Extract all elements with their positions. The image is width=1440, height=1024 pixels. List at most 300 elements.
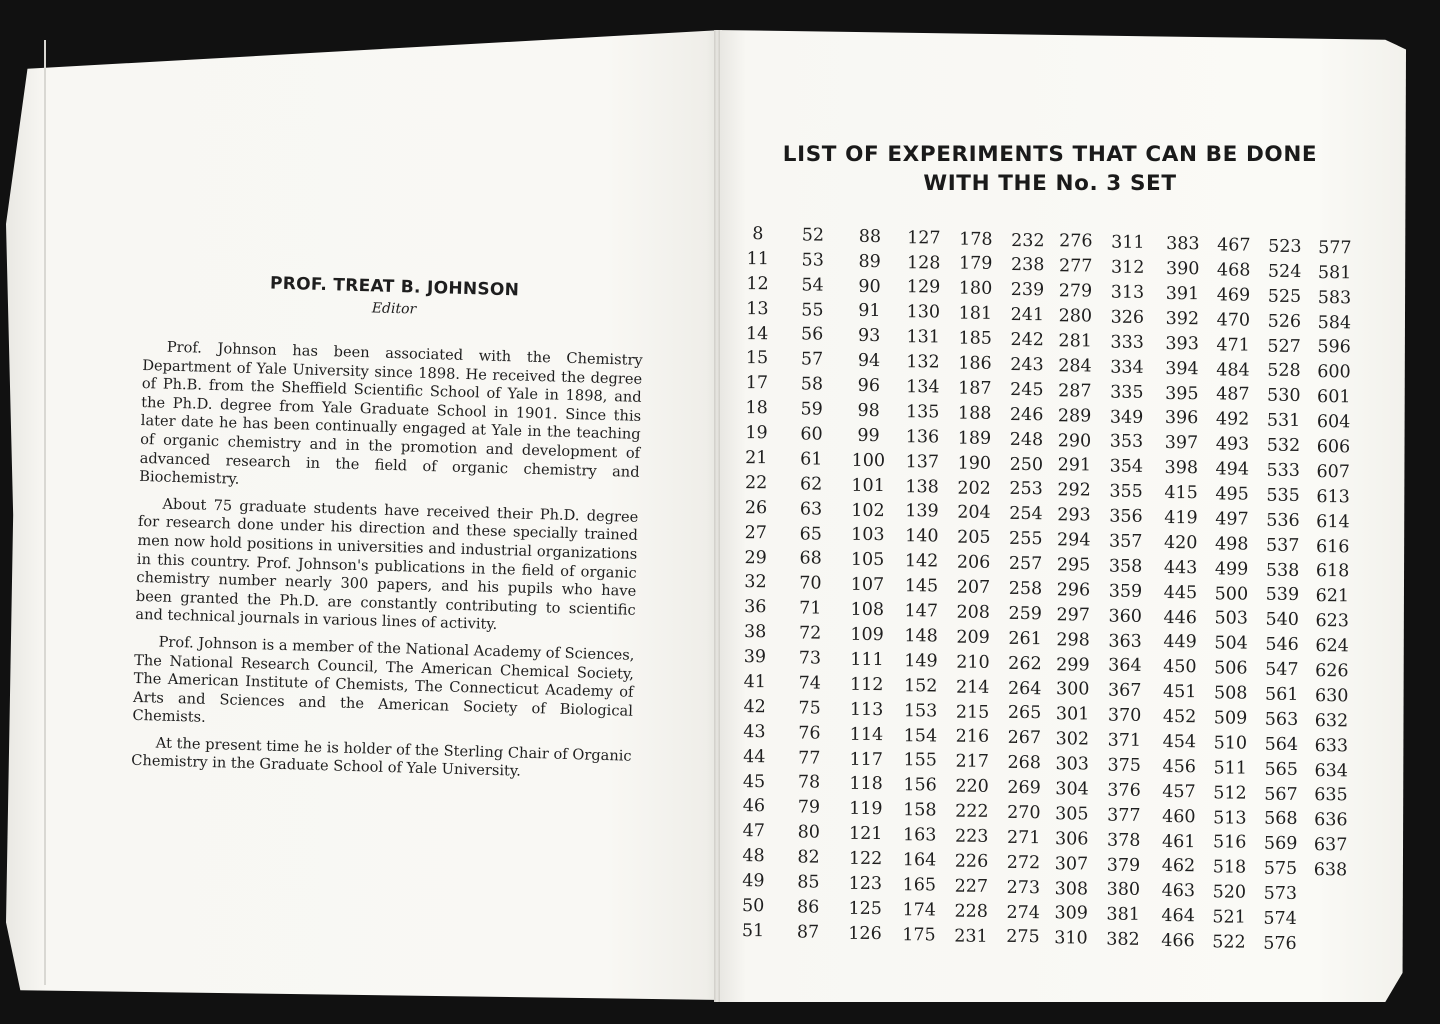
experiment-number: 174	[902, 899, 936, 921]
experiment-number: 466	[1161, 931, 1195, 952]
experiment-number: 123	[848, 873, 883, 895]
experiment-number: 377	[1107, 805, 1141, 826]
experiment-number: 500	[1214, 583, 1249, 605]
experiment-number: 358	[1108, 556, 1143, 577]
experiment-number: 462	[1161, 856, 1196, 877]
experiment-number: 313	[1110, 282, 1145, 303]
experiment-number: 153	[903, 700, 938, 722]
experiment-number: 518	[1212, 857, 1247, 878]
experiment-number: 305	[1055, 804, 1089, 825]
experiment-number: 498	[1214, 534, 1249, 555]
experiment-number: 62	[799, 474, 823, 495]
experiment-number: 126	[848, 923, 882, 944]
experiment-number: 88	[858, 226, 882, 247]
experiment-number: 46	[742, 796, 766, 817]
experiment-number: 101	[851, 475, 885, 496]
experiment-number: 60	[800, 424, 823, 445]
experiment-number: 452	[1162, 707, 1197, 728]
experiment-number: 77	[798, 748, 821, 769]
experiment-number: 149	[904, 651, 938, 672]
experiment-number: 45	[742, 771, 766, 792]
experiment-number: 446	[1163, 607, 1198, 628]
experiment-number: 139	[905, 501, 939, 522]
experiment-number: 464	[1161, 906, 1195, 927]
experiment-number: 564	[1264, 734, 1299, 755]
experiment-number: 73	[798, 648, 822, 669]
experiment-number: 450	[1163, 657, 1197, 678]
experiment-number: 310	[1054, 928, 1088, 949]
experiment-number: 563	[1264, 709, 1299, 730]
experiment-number: 264	[1007, 678, 1042, 699]
experiment-number: 85	[797, 872, 820, 893]
experiment-number: 584	[1317, 312, 1352, 333]
experiment-number: 17	[745, 373, 769, 394]
experiment-number: 261	[1008, 628, 1042, 649]
experiment-number: 371	[1107, 730, 1142, 751]
experiment-number: 547	[1265, 659, 1299, 681]
experiments-column	[998, 228, 1053, 950]
experiment-number: 19	[745, 423, 768, 444]
experiment-number: 300	[1055, 679, 1090, 700]
experiment-number: 27	[744, 522, 768, 543]
experiment-number: 270	[1007, 802, 1041, 824]
experiment-number: 632	[1314, 710, 1349, 732]
experiments-list-title	[730, 140, 1370, 198]
experiment-number: 12	[746, 273, 769, 295]
experiment-number: 484	[1216, 359, 1250, 381]
experiment-number: 129	[906, 277, 941, 298]
experiment-number: 189	[957, 428, 992, 449]
experiment-number: 243	[1010, 354, 1044, 376]
experiment-number: 148	[904, 626, 938, 647]
experiment-number: 26	[744, 497, 768, 519]
experiment-number: 91	[858, 301, 881, 322]
experiment-number: 43	[743, 721, 766, 743]
experiment-number: 638	[1313, 860, 1348, 881]
experiment-number: 65	[799, 524, 823, 545]
experiment-number: 258	[1008, 578, 1043, 600]
experiment-number: 289	[1057, 405, 1092, 427]
experiment-number: 76	[798, 723, 821, 744]
experiment-number: 376	[1107, 780, 1141, 801]
experiment-number: 634	[1314, 760, 1348, 781]
experiment-number: 254	[1009, 504, 1043, 525]
experiment-number: 460	[1162, 806, 1196, 827]
experiment-number: 209	[956, 627, 990, 648]
experiment-number: 524	[1267, 261, 1302, 282]
experiment-number: 242	[1010, 330, 1044, 351]
experiment-number: 623	[1315, 611, 1349, 632]
experiment-number: 210	[956, 652, 990, 673]
experiment-number: 470	[1216, 310, 1251, 331]
experiment-number: 215	[955, 702, 990, 723]
experiment-number: 274	[1006, 902, 1040, 923]
experiment-number: 202	[957, 478, 991, 499]
experiment-number: 56	[801, 324, 824, 346]
experiment-number: 109	[850, 624, 884, 646]
experiment-number: 303	[1055, 754, 1089, 775]
experiment-number: 239	[1010, 280, 1045, 301]
experiment-number: 539	[1265, 585, 1300, 606]
experiment-number: 135	[905, 402, 940, 423]
experiment-number: 508	[1213, 683, 1248, 704]
experiment-number: 520	[1212, 882, 1247, 903]
experiment-number: 601	[1317, 387, 1351, 408]
experiment-number: 259	[1008, 603, 1043, 625]
experiment-number: 367	[1107, 680, 1142, 702]
experiment-number: 57	[800, 349, 824, 370]
experiment-number: 58	[800, 374, 824, 395]
experiment-number: 113	[849, 699, 884, 720]
experiment-number: 451	[1162, 682, 1197, 703]
experiment-number: 420	[1163, 532, 1198, 554]
experiment-number: 107	[850, 575, 885, 596]
experiment-number: 468	[1216, 260, 1251, 281]
experiment-number: 561	[1264, 684, 1299, 705]
experiment-number: 577	[1318, 237, 1352, 259]
experiment-number: 293	[1057, 505, 1091, 526]
experiment-number: 565	[1264, 759, 1298, 780]
experiment-number: 378	[1106, 830, 1141, 851]
experiment-number: 18	[745, 398, 768, 419]
experiment-number: 188	[957, 403, 992, 424]
experiment-number: 636	[1314, 810, 1348, 831]
experiment-number: 275	[1006, 927, 1040, 948]
experiment-number: 82	[797, 847, 820, 868]
experiment-number: 163	[902, 825, 937, 846]
title-line-1: LIST OF EXPERIMENTS THAT CAN BE DONE	[782, 142, 1318, 167]
experiment-number: 222	[955, 801, 989, 822]
experiment-number: 527	[1267, 336, 1301, 357]
experiment-number: 581	[1317, 262, 1352, 284]
experiment-number: 530	[1267, 386, 1301, 407]
experiment-number: 47	[742, 821, 765, 842]
experiment-number: 228	[954, 901, 988, 922]
experiment-number: 633	[1314, 735, 1349, 757]
experiment-number: 99	[857, 425, 880, 446]
experiment-number: 78	[797, 772, 821, 794]
experiment-number: 127	[907, 227, 941, 249]
experiment-number: 155	[903, 750, 938, 771]
experiment-number: 443	[1163, 557, 1198, 579]
experiment-number: 607	[1316, 461, 1351, 483]
experiment-number: 86	[797, 897, 820, 918]
experiment-number: 363	[1108, 631, 1142, 652]
experiment-number: 306	[1054, 829, 1089, 850]
experiment-number: 253	[1009, 479, 1043, 500]
experiment-number: 287	[1058, 381, 1092, 402]
experiments-column	[728, 222, 783, 944]
experiment-number: 134	[906, 377, 940, 398]
experiments-column	[894, 226, 949, 948]
experiment-number: 333	[1110, 332, 1144, 353]
experiment-number: 525	[1267, 286, 1302, 307]
experiment-number: 569	[1263, 834, 1298, 855]
experiment-number: 308	[1054, 878, 1089, 900]
experiment-number: 180	[958, 278, 993, 300]
experiment-number: 379	[1106, 855, 1141, 876]
experiment-number: 393	[1165, 333, 1199, 355]
experiment-number: 626	[1315, 661, 1349, 682]
experiment-number: 181	[958, 303, 993, 325]
experiment-number: 72	[798, 623, 822, 644]
experiment-number: 616	[1315, 536, 1350, 557]
experiment-number: 307	[1054, 853, 1089, 875]
experiment-number: 536	[1266, 510, 1300, 531]
experiment-number: 238	[1010, 255, 1045, 276]
experiment-number: 74	[798, 673, 821, 694]
experiment-number: 165	[902, 875, 937, 896]
experiment-number: 100	[851, 450, 886, 471]
experiment-number: 93	[857, 326, 881, 347]
experiment-number: 284	[1058, 356, 1092, 377]
experiment-number: 492	[1215, 409, 1250, 430]
experiments-column	[840, 225, 895, 947]
experiment-number: 395	[1165, 383, 1199, 404]
experiment-number: 618	[1315, 561, 1350, 582]
experiment-number: 301	[1055, 704, 1090, 725]
experiment-number: 311	[1111, 232, 1145, 254]
experiment-number: 206	[956, 552, 991, 573]
experiment-number: 147	[904, 601, 939, 622]
experiment-number: 232	[1011, 230, 1045, 251]
experiment-number: 217	[955, 751, 990, 773]
experiment-number: 63	[799, 499, 823, 520]
experiment-number: 360	[1108, 606, 1143, 627]
experiment-number: 604	[1316, 412, 1351, 433]
bio-paragraph: Prof. Johnson is a member of the National Academy of Sciences, The National Research Council, The American Chemical Society, The American Institute of Chemists, The Connecticut Academy of Arts and Sciences and the American Society of Biological Chemists.	[132, 633, 635, 727]
editor-name-heading: PROF. TREAT B. JOHNSON	[269, 273, 520, 301]
experiment-number: 248	[1009, 429, 1044, 450]
experiment-number: 504	[1214, 633, 1248, 654]
experiment-number: 241	[1010, 305, 1045, 326]
experiment-number: 540	[1265, 610, 1300, 631]
experiment-number: 457	[1162, 781, 1196, 803]
experiment-number: 21	[745, 448, 768, 469]
experiment-number: 267	[1007, 728, 1042, 749]
experiment-number: 396	[1164, 408, 1199, 429]
experiment-number: 279	[1058, 281, 1093, 302]
experiment-number: 271	[1006, 827, 1041, 849]
experiments-column	[946, 227, 1001, 949]
experiment-number: 503	[1214, 608, 1249, 630]
experiment-number: 449	[1163, 632, 1197, 653]
experiment-number: 39	[743, 647, 767, 668]
experiment-number: 355	[1109, 481, 1143, 503]
experiment-number: 292	[1057, 480, 1091, 501]
experiments-column	[1098, 231, 1153, 953]
experiment-number: 55	[801, 300, 824, 321]
experiment-number: 103	[851, 525, 885, 546]
experiment-number: 68	[799, 548, 822, 570]
experiment-number: 624	[1315, 636, 1349, 657]
experiment-number: 533	[1266, 460, 1301, 481]
experiment-number: 111	[850, 649, 884, 670]
experiment-number: 268	[1007, 753, 1042, 774]
experiment-number: 304	[1055, 779, 1089, 800]
experiment-number: 521	[1212, 907, 1246, 928]
experiment-number: 511	[1213, 758, 1247, 779]
experiment-number: 487	[1216, 384, 1250, 406]
experiment-number: 574	[1263, 908, 1297, 929]
experiment-number: 154	[903, 725, 938, 746]
experiment-number: 509	[1213, 708, 1248, 729]
experiment-number: 334	[1110, 357, 1144, 378]
experiment-number: 297	[1056, 605, 1091, 626]
experiment-number: 216	[955, 726, 990, 748]
experiment-number: 214	[955, 677, 990, 698]
experiment-number: 48	[742, 846, 765, 867]
experiment-number: 145	[904, 576, 939, 597]
experiment-number: 152	[903, 675, 938, 697]
experiment-number: 112	[850, 674, 884, 695]
experiments-column	[783, 223, 838, 945]
experiment-number: 276	[1059, 231, 1093, 252]
bio-paragraph: At the present time he is holder of the Sterling Chair of Organic Chemistry in the Graduate School of Yale University.	[131, 734, 632, 781]
experiment-number: 353	[1109, 432, 1144, 453]
experiment-number: 606	[1316, 437, 1351, 458]
experiment-number: 532	[1266, 435, 1301, 457]
experiment-number: 494	[1215, 459, 1250, 480]
experiment-number: 614	[1316, 511, 1350, 532]
experiment-number: 415	[1164, 483, 1198, 504]
experiment-number: 125	[848, 898, 882, 919]
experiment-number: 326	[1110, 307, 1145, 328]
experiment-number: 302	[1055, 729, 1090, 750]
experiment-number: 80	[797, 822, 820, 843]
experiment-number: 140	[905, 526, 939, 547]
experiment-number: 178	[959, 229, 993, 250]
experiment-number: 52	[801, 225, 825, 246]
experiment-number: 59	[800, 399, 823, 420]
experiment-number: 158	[903, 800, 937, 821]
experiment-number: 495	[1215, 484, 1249, 505]
experiment-number: 138	[905, 476, 939, 498]
title-line-2: WITH THE No. 3 SET	[923, 171, 1177, 196]
experiment-number: 38	[743, 622, 767, 643]
experiment-number: 265	[1007, 703, 1042, 724]
experiment-number: 419	[1164, 508, 1198, 529]
experiment-number: 445	[1163, 582, 1198, 603]
experiment-number: 296	[1056, 580, 1091, 601]
experiment-number: 281	[1058, 331, 1092, 352]
experiments-column	[1204, 233, 1259, 955]
experiment-number: 621	[1315, 586, 1350, 607]
experiment-number: 136	[905, 427, 940, 448]
experiment-number: 137	[905, 451, 940, 473]
experiment-number: 121	[848, 823, 883, 845]
experiment-number: 94	[857, 351, 881, 372]
experiment-number: 246	[1009, 404, 1044, 425]
experiments-column	[1046, 230, 1101, 952]
experiment-number: 506	[1214, 658, 1248, 679]
experiment-number: 354	[1109, 456, 1144, 478]
experiment-number: 79	[797, 797, 821, 818]
experiment-number: 392	[1165, 308, 1200, 330]
experiment-number: 390	[1165, 259, 1200, 280]
experiment-number: 207	[956, 577, 991, 598]
experiment-number: 205	[957, 527, 991, 549]
page-fold-line	[44, 40, 46, 985]
experiment-number: 114	[849, 724, 884, 745]
experiment-number: 513	[1213, 807, 1247, 829]
experiment-number: 164	[902, 850, 937, 871]
experiment-number: 128	[906, 252, 941, 274]
experiment-number: 187	[958, 378, 992, 399]
experiment-number: 280	[1058, 306, 1093, 327]
experiment-number: 13	[746, 298, 769, 319]
experiment-number: 630	[1314, 685, 1349, 707]
experiment-number: 463	[1161, 881, 1196, 902]
experiment-number: 41	[743, 672, 766, 693]
experiment-number: 461	[1161, 831, 1196, 852]
experiment-number: 391	[1165, 283, 1200, 305]
experiment-number: 54	[801, 275, 824, 296]
experiment-number: 117	[849, 749, 884, 770]
experiment-number: 226	[954, 851, 989, 872]
experiment-number: 204	[957, 502, 991, 524]
experiment-number: 220	[955, 776, 989, 797]
experiment-number: 42	[743, 697, 766, 718]
bio-paragraph: Prof. Johnson has been associated with the Chemistry Department of Yale University since 1898. He received the degree of Ph.B. from the Sheffield Scientific School of Yale in 1898, and the Ph.D. degree from Yale Graduate School in 1901. Since this later date he has been continually engaged at Yale in the teaching of organic chemistry and in the promotion and development of advanced research in the field of organic chemistry and Biochemistry.	[138, 338, 643, 488]
experiments-column	[1255, 235, 1310, 957]
experiment-number: 583	[1317, 287, 1352, 308]
experiment-number: 567	[1264, 784, 1298, 805]
experiment-number: 383	[1166, 234, 1200, 255]
experiment-number: 312	[1110, 257, 1145, 279]
experiment-number: 294	[1057, 530, 1091, 551]
experiments-column	[1153, 232, 1208, 954]
experiment-number: 398	[1164, 458, 1199, 479]
experiment-number: 277	[1058, 256, 1093, 277]
experiment-number: 357	[1109, 531, 1143, 552]
experiment-number: 36	[744, 597, 767, 618]
experiment-number: 8	[752, 224, 764, 245]
experiment-number: 394	[1165, 358, 1199, 379]
experiment-number: 70	[799, 573, 822, 594]
experiment-number: 156	[903, 775, 937, 796]
experiment-number: 364	[1108, 656, 1142, 677]
experiment-number: 356	[1109, 506, 1143, 527]
experiment-number: 526	[1267, 311, 1302, 332]
experiment-number: 359	[1108, 581, 1143, 602]
experiment-number: 523	[1268, 236, 1302, 257]
experiment-number: 568	[1264, 809, 1298, 830]
bio-paragraph: About 75 graduate students have received their Ph.D. degree for research done under his direction and these specially trained men now hold positions in universities and industrial organizations in this country. Prof. Johnson's publications in the field of organic chemistry number nearly 300 papers, and his pupils who have been granted the Ph.D. are constantly contributing to scientific and technical journals in various lines of activity.	[135, 495, 639, 634]
experiment-number: 102	[851, 500, 885, 521]
experiment-number: 516	[1212, 832, 1247, 854]
experiment-number: 185	[958, 328, 992, 349]
experiment-number: 456	[1162, 756, 1196, 778]
experiment-number: 14	[746, 323, 769, 344]
experiment-number: 298	[1056, 629, 1090, 651]
experiment-number: 370	[1107, 705, 1142, 727]
experiments-number-grid	[728, 222, 1353, 956]
experiment-number: 119	[849, 799, 883, 820]
experiment-number: 44	[743, 746, 766, 767]
experiment-number: 250	[1009, 454, 1044, 475]
book-gutter	[714, 30, 720, 1002]
experiment-number: 497	[1215, 509, 1249, 530]
experiment-number: 493	[1215, 434, 1250, 455]
experiment-number: 245	[1010, 379, 1044, 401]
experiment-number: 231	[954, 926, 988, 947]
experiment-number: 190	[957, 453, 992, 474]
experiment-number: 208	[956, 602, 991, 623]
experiment-number: 71	[799, 598, 822, 619]
experiment-number: 546	[1265, 634, 1299, 656]
experiment-number: 454	[1162, 732, 1197, 753]
